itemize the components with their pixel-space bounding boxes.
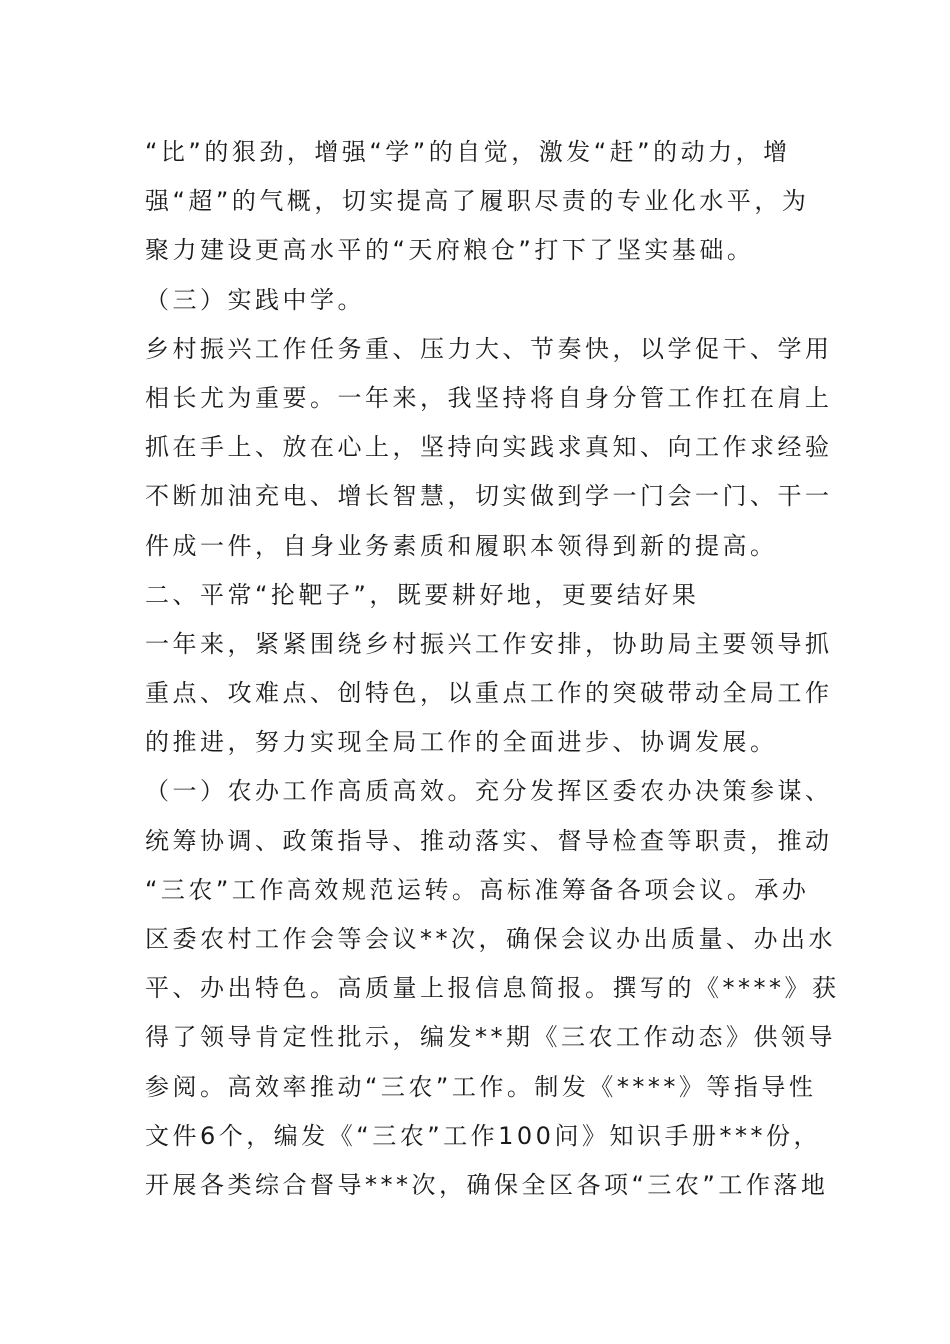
text-line: 强“超”的气概，切实提高了履职尽责的专业化水平，为 [145,187,810,216]
text-line: 件成一件，自身业务素质和履职本领得到新的提高。 [145,531,778,560]
text-line: 一年来，紧紧围绕乡村振兴工作安排，协助局主要领导抓 [145,629,833,658]
text-line: 得了领导肯定性批示，编发**期《三农工作动态》供领导 [145,1023,836,1052]
text-line: 文件6个，编发《“三农”工作100问》知识手册***份， [145,1121,821,1150]
text-line: （一）农办工作高质高效。充分发挥区委农办决策参谋、 [145,777,833,806]
text-line: 不断加油充电、增长智慧，切实做到学一门会一门、干一 [145,482,833,511]
text-line: 乡村振兴工作任务重、压力大、节奏快，以学促干、学用 [145,334,833,363]
text-line: 参阅。高效率推动“三农”工作。制发《****》等指导性 [145,1072,817,1101]
text-line: 的推进，努力实现全局工作的全面进步、协调发展。 [145,728,778,757]
text-line: 区委农村工作会等会议**次，确保会议办出质量、办出水 [145,925,836,953]
text-line: 相长尤为重要。一年来，我坚持将自身分管工作扛在肩上 [145,383,833,412]
text-line: 平、办出特色。高质量上报信息简报。撰写的《****》获 [145,974,840,1003]
section-heading: （三）实践中学。 [145,285,365,314]
text-line: “比”的狠劲，增强“学”的自觉，激发“赶”的动力，增 [145,138,791,166]
section-heading: 二、平常“抡靶子”，既要耕好地，更要结好果 [145,580,700,609]
text-line: “三农”工作高效规范运转。高标准筹备各项会议。承办 [145,875,810,904]
document-body [145,128,840,1210]
text-line: 重点、攻难点、创特色，以重点工作的突破带动全局工作 [145,679,833,708]
text-line: 开展各类综合督导***次，确保全区各项“三农”工作落地 [145,1170,829,1199]
text-line: 统筹协调、政策指导、推动落实、督导检查等职责，推动 [145,826,833,855]
text-line: 聚力建设更高水平的“天府粮仓”打下了坚实基础。 [145,236,755,265]
text-line: 抓在手上、放在心上，坚持向实践求真知、向工作求经验 [145,433,833,462]
